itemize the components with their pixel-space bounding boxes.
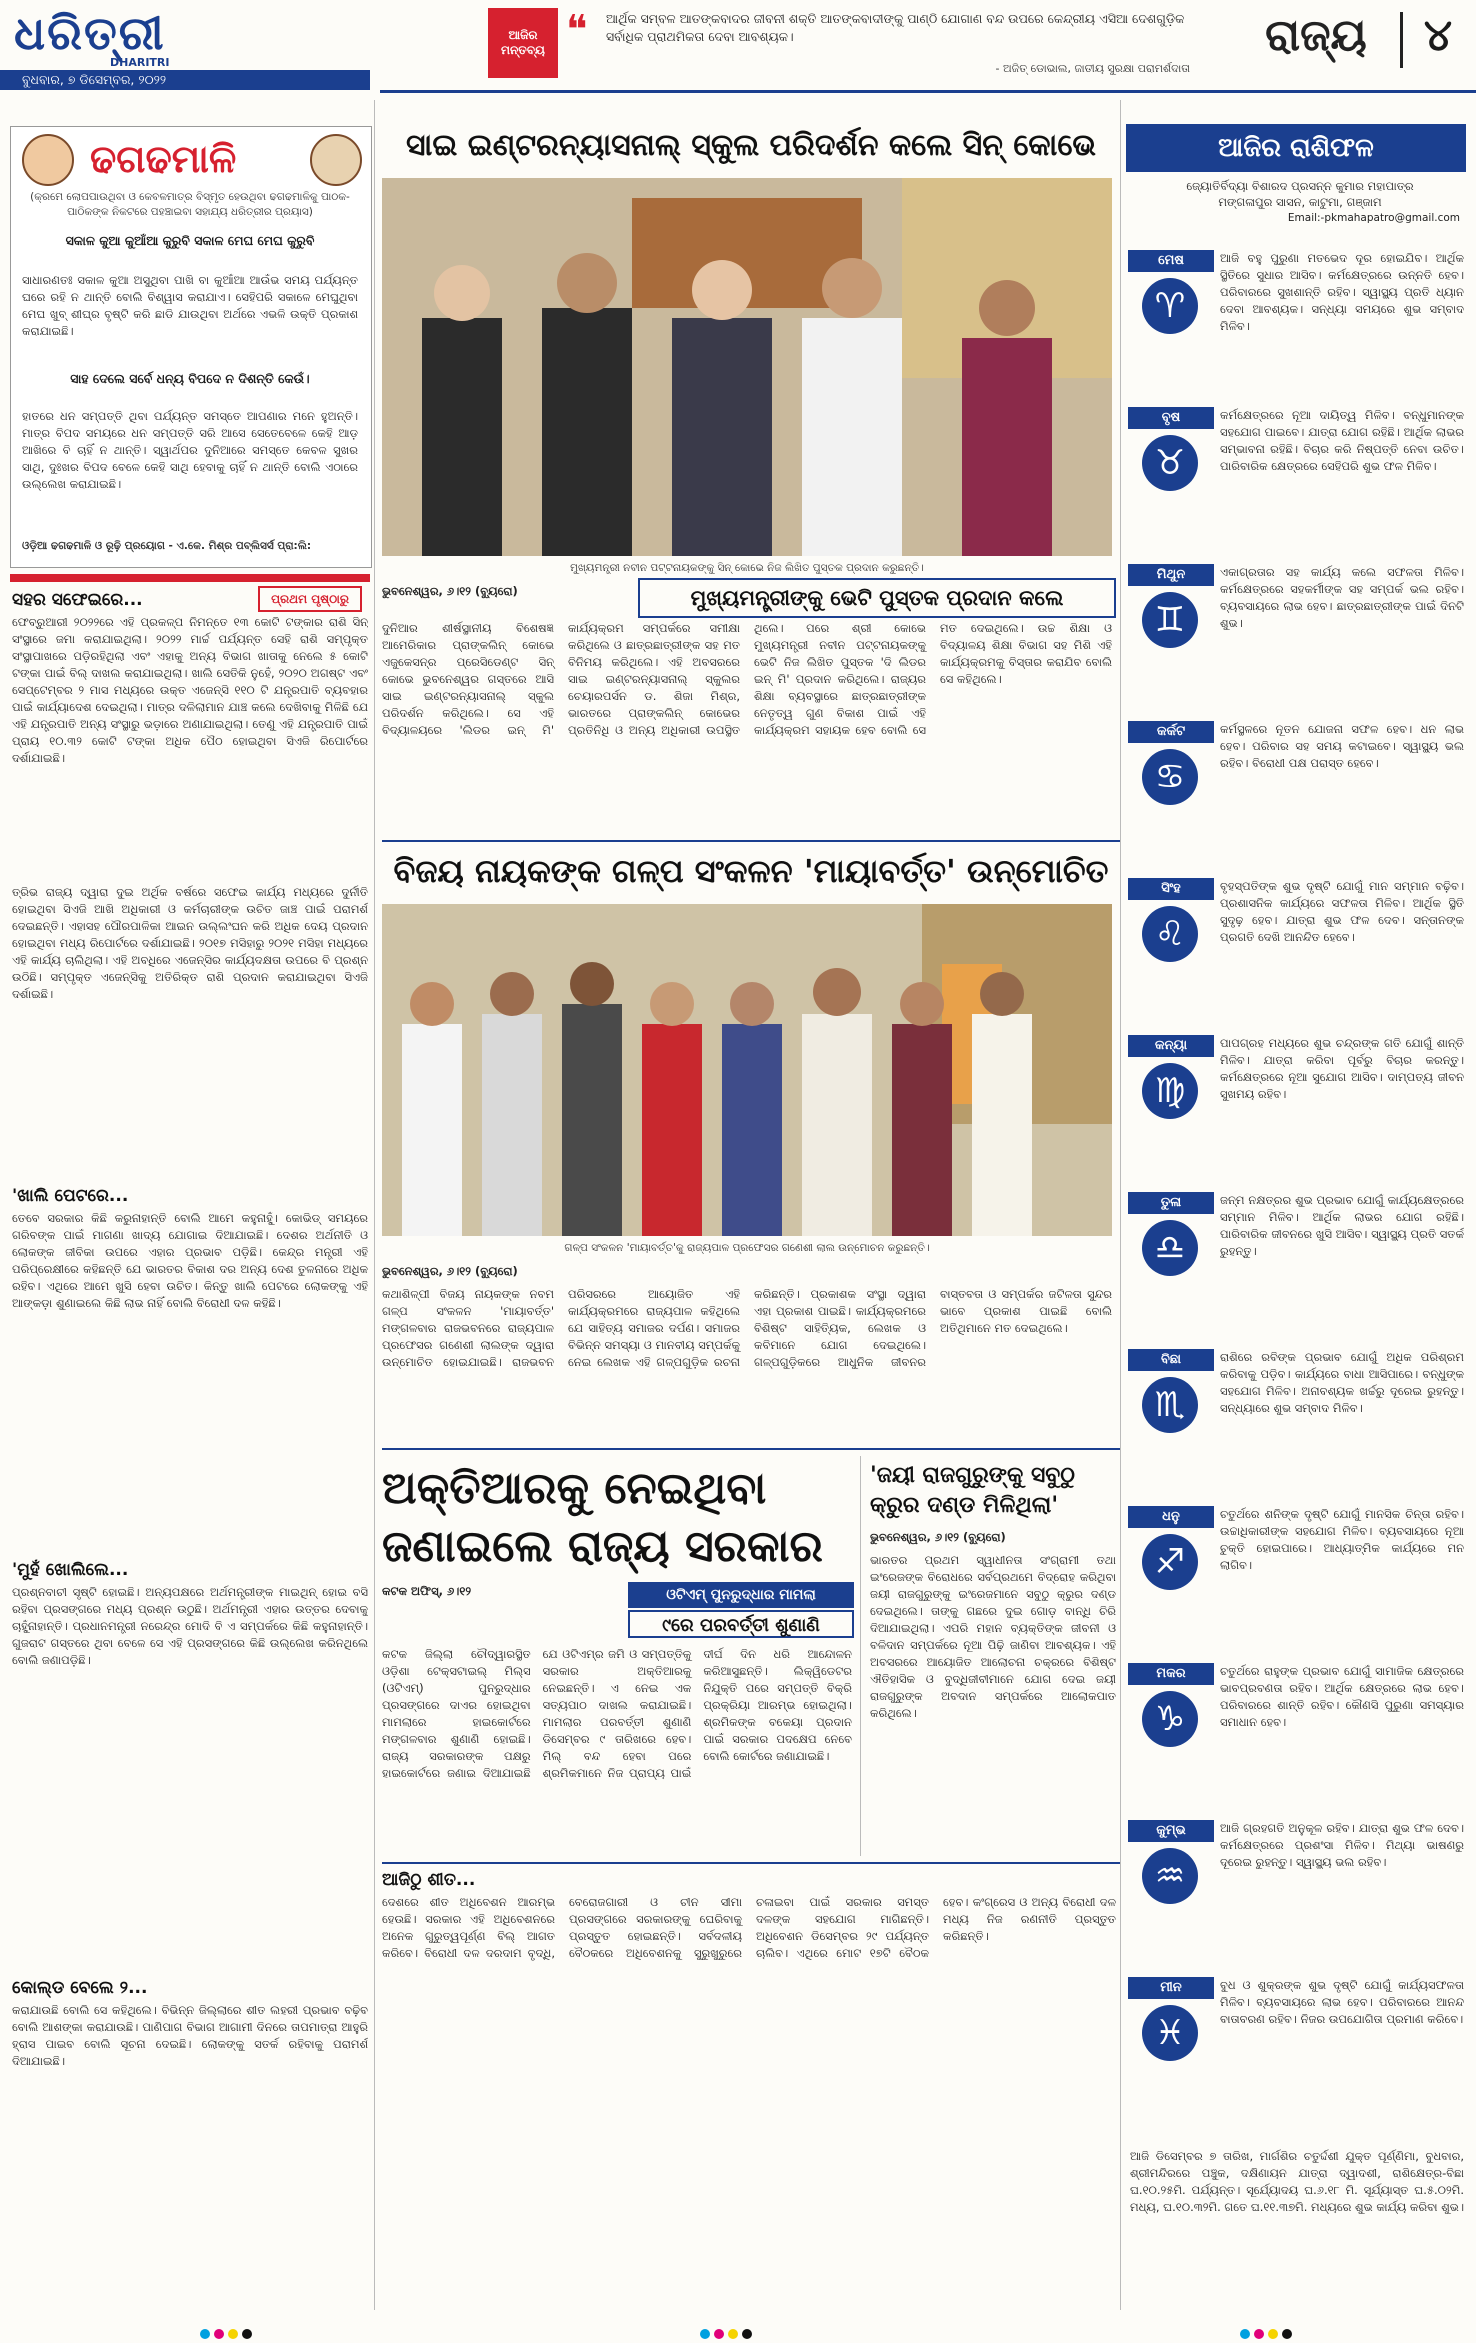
story2-photo[interactable]: [382, 904, 1112, 1236]
sign-prediction: ଜନ୍ମ ନକ୍ଷତ୍ରର ଶୁଭ ପ୍ରଭାବ ଯୋଗୁଁ କାର୍ଯ୍ୟକ୍ଷେତ୍ରରେ ସମ୍ମାନ ମିଳିବ। ଆର୍ଥିକ ଲାଭର ଯୋଗ ରହିଛି। ପାରିବାରିକ ଜୀବନରେ ଖୁସି ଆସିବ। ସ୍ୱାସ୍ଥ୍ୟ ପ୍ରତି ସତର୍କ ରୁହନ୍ତୁ।: [1220, 1193, 1464, 1258]
column-rule: [1120, 100, 1121, 2310]
dhagadhamali-credit: ଓଡ଼ିଆ ଢଗଢମାଳି ଓ ରୂଢ଼ି ପ୍ରୟୋଗ - ଏ.କେ. ମିଶ୍ର ପବ୍ଲିସର୍ସ ପ୍ରା:ଲି:: [22, 540, 312, 552]
horoscope-sign-block: [1128, 1349, 1466, 1500]
left-article-head[interactable]: ସହର ସଫେଇରେ...: [12, 590, 143, 610]
story3-text: କଟକ ଜିଲ୍ଲା ଚୌଦ୍ୱାରସ୍ଥିତ ଓଡ଼ିଶା ଟେକ୍ସଟାଇଲ୍ ମିଲ୍ସ (ଓଟିଏମ୍) ପୁନରୁଦ୍ଧାର ପ୍ରସଙ୍ଗରେ ଦାଏର ହୋଇଥିବା ମାମଲାରେ ହାଇକୋର୍ଟରେ ମଙ୍ଗଳବାର ଶୁଣାଣି ହୋଇଛି। ରାଜ୍ୟ ସରକାରଙ୍କ ପକ୍ଷରୁ ହାଇକୋର୍ଟରେ ଜଣାଇ ଦିଆଯାଇଛି ଯେ ଓଟିଏମ୍ର ଜମି ଓ ସମ୍ପତ୍ତିକୁ ସରକାର ଅକ୍ତିଆରକୁ ନେଇଛନ୍ତି। ଏ ନେଇ ଏକ ସତ୍ୟପାଠ ଦାଖଲ କରାଯାଇଛି। ମାମଲାର ପରବର୍ତ୍ତୀ ଶୁଣାଣି ଡିସେମ୍ବର ୯ ତାରିଖରେ ହେବ। ମିଲ୍ ବନ୍ଦ ହେବା ପରେ ଶ୍ରମିକମାନେ ନିଜ ପ୍ରାପ୍ୟ ପାଇଁ ଦୀର୍ଘ ଦିନ ଧରି ଆନ୍ଦୋଳନ କରିଆସୁଛନ୍ତି। ଲିକ୍ୱିଡେଟର ନିଯୁକ୍ତି ପରେ ସମ୍ପତ୍ତି ବିକ୍ରି ପ୍ରକ୍ରିୟା ଆରମ୍ଭ ହୋଇଥିଲା। ଶ୍ରମିକଙ୍କ ବକେୟା ପ୍ରଦାନ ପାଇଁ ସରକାର ପଦକ୍ଷେପ ନେବେ ବୋଲି କୋର୍ଟରେ ଜଣାଯାଇଛି।: [382, 1647, 852, 1780]
horoscope-sign-block: [1128, 407, 1466, 558]
logo-text: ଧରିତ୍ରୀ: [14, 6, 166, 60]
sign-prediction: ବୁଧ ଓ ଶୁକ୍ରଙ୍କ ଶୁଭ ଦୃଷ୍ଟି ଯୋଗୁଁ କାର୍ଯ୍ୟସଫଳତା ମିଳିବ। ବ୍ୟବସାୟରେ ଲାଭ ହେବ। ପରିବାରରେ ଆନନ୍ଦ ବାତାବରଣ ରହିବ। ନିଜର ଉପଯୋଗିତା ପ୍ରମାଣ କରିବେ।: [1220, 1978, 1464, 2026]
dhagadhamali-text: ହାତରେ ଧନ ସମ୍ପତ୍ତି ଥିବା ପର୍ଯ୍ୟନ୍ତ ସମସ୍ତେ ଆପଣାର ମନେ ହୁଅନ୍ତି। ମାତ୍ର ବିପଦ ସମୟରେ ଧନ ସମ୍ପତ୍ତି ସରି ଆସେ ସେତେବେଳେ କେହି ଆଡ଼ ଆଖିରେ ବି ଚାହିଁ ନ ଥାନ୍ତି। ସ୍ୱାର୍ଥପର ଦୁନିଆରେ ସମସ୍ତେ କେବଳ ସୁଖର ସାଥି, ଦୁଃଖର ବିପଦ ବେଳେ କେହି ସାଥି ହେବାକୁ ଚାହିଁ ନ ଥାନ୍ତି ବୋଲି ଏଠାରେ ଉଲ୍ଲେଖ କରାଯାଇଛି।: [22, 409, 358, 491]
astrologer-email: Email:-pkmahapatro@gmail.com: [1287, 212, 1460, 224]
zodiac-sign-icon: ♎: [1142, 1220, 1198, 1276]
horoscope-sign-block: [1128, 1663, 1466, 1814]
story2-headline[interactable]: ବିଜୟ ନାୟକଙ୍କ ଗଳ୍ପ ସଂକଳନ 'ମାୟାବର୍ତ୍ତ' ଉନ୍ମୋଚିତ: [393, 852, 1109, 890]
left-article-head[interactable]: କୋଲ୍ଡ ବେଲେ ୨...: [12, 1978, 148, 1998]
story2-photo-illustration: [382, 904, 1112, 1236]
zodiac-sign-icon: ♋: [1142, 749, 1198, 805]
story2-byline: ଭୁବନେଶ୍ୱର, ୬।୧୨ (ବ୍ୟୁରୋ): [382, 1264, 518, 1278]
zodiac-sign-icon: ♍: [1142, 1063, 1198, 1119]
print-registration-bar: [0, 2322, 1476, 2339]
sign-label[interactable]: ମୀନ: [1128, 1977, 1214, 1999]
cartoon-face-icon: [310, 134, 362, 186]
horoscope-sign-block: [1128, 1506, 1466, 1657]
sign-label[interactable]: କୁମ୍ଭ: [1128, 1820, 1214, 1842]
left-article-text: ତେବେ ସରକାର କିଛି କରୁନାହାନ୍ତି ବୋଲି ଆମେ କହୁନାହୁଁ। କୋଭିଡ୍ ସମୟରେ ଗରିବଙ୍କ ପାଇଁ ମାଗଣା ଖାଦ୍ୟ ଯୋଗାଇ ଦିଆଯାଇଛି। ଦେଶର ଅର୍ଥନୀତି ଓ ଲୋକଙ୍କ ଜୀବିକା ଉପରେ ଏହାର ପ୍ରଭାବ ପଡ଼ିଛି। କେନ୍ଦ୍ର ମନ୍ତ୍ରୀ ଏହି ପରିପ୍ରେକ୍ଷୀରେ କହିଛନ୍ତି ଯେ ଭାରତର ବିକାଶ ଦର ଅନ୍ୟ ଦେଶ ତୁଳନାରେ ଅଧିକ ରହିବ। ଏଥିରେ ଆମେ ଖୁସି ହେବା ଉଚିତ। କିନ୍ତୁ ଖାଲି ପେଟରେ ଲୋକଙ୍କୁ ଏହି ଆଙ୍କଡ଼ା ଶୁଣାଇଲେ କିଛି ଲାଭ ନାହିଁ ବୋଲି ବିରୋଧୀ ଦଳ କହିଛି।: [12, 1211, 368, 1310]
astrologer-name: ଜ୍ୟୋତିର୍ବିଦ୍ୟା ବିଶାରଦ ପ୍ରସନ୍ନ କୁମାର ମହାପାତ୍ର: [1186, 179, 1414, 193]
left-article-text: କରାଯାଉଛି ବୋଲି ସେ କହିଥିଲେ। ବିଭିନ୍ନ ଜିଲ୍ଲାରେ ଶୀତ ଲହରୀ ପ୍ରଭାବ ବଢ଼ିବ ବୋଲି ଆଶଙ୍କା କରାଯାଉଛି। ପାଣିପାଗ ବିଭାଗ ଆଗାମୀ ଦିନରେ ତାପମାତ୍ରା ଆହୁରି ହ୍ରାସ ପାଇବ ବୋଲି ସୂଚନା ଦେଇଛି। ଲୋକଙ୍କୁ ସତର୍କ ରହିବାକୁ ପରାମର୍ଶ ଦିଆଯାଇଛି।: [12, 2003, 368, 2068]
quote-text: ଆର୍ଥିକ ସମ୍ବଳ ଆତଙ୍କବାଦର ଜୀବନୀ ଶକ୍ତି ଆତଙ୍କବାଦୀଙ୍କୁ ପାଣ୍ଠି ଯୋଗାଣ ବନ୍ଦ ଉପରେ କେନ୍ଦ୍ରୀୟ ଏସିଆ ଦେଶଗୁଡ଼ିକ ସର୍ବାଧିକ ପ୍ରାଥମିକତା ଦେବା ଆବଶ୍ୟକ।: [606, 11, 1185, 44]
story-divider: [382, 1862, 1120, 1864]
sign-prediction: ପାପଗ୍ରହ ମଧ୍ୟରେ ଶୁଭ ଚନ୍ଦ୍ରଙ୍କ ଗତି ଯୋଗୁଁ ଶାନ୍ତି ମିଳିବ। ଯାତ୍ରା କରିବା ପୂର୍ବରୁ ବିଚାର କରନ୍ତୁ। କର୍ମକ୍ଷେତ୍ରରେ ନୂଆ ସୁଯୋଗ ଆସିବ। ଦାମ୍ପତ୍ୟ ଜୀବନ ସୁଖମୟ ରହିବ।: [1220, 1036, 1464, 1101]
sign-prediction: କର୍ମସ୍ଥଳରେ ନୂତନ ଯୋଜନା ସଫଳ ହେବ। ଧନ ଲାଭ ହେବ। ପରିବାର ସହ ସମୟ କଟାଇବେ। ସ୍ୱାସ୍ଥ୍ୟ ଭଲ ରହିବ। ବିରୋଧୀ ପକ୍ଷ ପରାସ୍ତ ହେବେ।: [1220, 722, 1464, 770]
sign-prediction: ଆଜି ଗ୍ରହଗତି ଅନୁକୂଳ ରହିବ। ଯାତ୍ରା ଶୁଭ ଫଳ ଦେବ। କର୍ମକ୍ଷେତ୍ରରେ ପ୍ରଶଂସା ମିଳିବ। ମିଥ୍ୟା ଭାଷଣରୁ ଦୂରେଇ ରୁହନ୍ତୁ। ସ୍ୱାସ୍ଥ୍ୟ ଭଲ ରହିବ।: [1220, 1821, 1464, 1869]
sign-prediction: ବୃହସ୍ପତିଙ୍କ ଶୁଭ ଦୃଷ୍ଟି ଯୋଗୁଁ ମାନ ସମ୍ମାନ ବଢ଼ିବ। ପ୍ରଶାସନିକ କାର୍ଯ୍ୟରେ ସଫଳତା ମିଳିବ। ଆର୍ଥିକ ସ୍ଥିତି ସୁଦୃଢ଼ ହେବ। ଯାତ୍ରା ଶୁଭ ଫଳ ଦେବ। ସନ୍ତାନଙ୍କ ପ୍ରଗତି ଦେଖି ଆନନ୍ଦିତ ହେବେ।: [1220, 879, 1464, 944]
dhagadhamali-text: ସାଧାରଣତଃ ସକାଳ କୁଆ ଅସୁଥିବା ପାଖି ବା କୁଆଁଆ ଆଉଁଭ ସମୟ ପର୍ଯ୍ୟନ୍ତ ଘରେ ରହି ନ ଥାନ୍ତି ବୋଲି ବିଶ୍ୱାସ କରାଯାଏ। ସେହିପରି ସକାଳେ ମେଘୁଥିବା ମେଘ ଖୁବ୍ ଶୀଘ୍ର ବୃଷ୍ଟି କରି ଛାଡି ଯାଉଥିବା ଅର୍ଥରେ ଏଭଳି ଉକ୍ତି ପ୍ରକାଶ କରାଯାଇଛି।: [22, 273, 358, 338]
story3-byline: କଟକ ଅଫିସ୍, ୬।୧୨: [382, 1584, 472, 1598]
story-divider: [382, 1448, 1120, 1450]
horoscope-sign-block: [1128, 564, 1466, 715]
story-divider: [382, 840, 1120, 842]
sign-label[interactable]: କନ୍ୟା: [1128, 1035, 1214, 1057]
horoscope-sign-block: [1128, 250, 1466, 401]
dhagadhamali-intro: (କ୍ରମେ ଲୋପପାଉଥିବା ଓ କେବଳମାତ୍ର ବିସ୍ମୃତ ହେଉଥିବା ଢଗଢମାଳିକୁ ପାଠକ-ପାଠିକଙ୍କ ନିକଟରେ ପହଞ୍ଚାଇବା ସହାଯ୍ୟ ଧରିତ୍ରୀର ପ୍ରୟାସ): [30, 191, 350, 218]
quote-author: - ଅଜିତ୍ ଡୋଭାଲ, ଜାତୀୟ ସୁରକ୍ଷା ପରାମର୍ଶଦାତା: [995, 62, 1190, 75]
dhagadhamali-saying: ସାହ ଦେଲେ ସର୍ବେ ଧନ୍ୟ ବିପଦେ ନ ଦିଶନ୍ତି କେଉଁ।: [70, 371, 310, 386]
story3-tag[interactable]: ଓଟିଏମ୍ ପୁନରୁଦ୍ଧାର ମାମଲା: [628, 1582, 854, 1608]
sign-prediction: ଏକାଗ୍ରତାର ସହ କାର୍ଯ୍ୟ କଲେ ସଫଳତା ମିଳିବ। କର୍ମକ୍ଷେତ୍ରରେ ସହକର୍ମୀଙ୍କ ସହ ସମ୍ପର୍କ ଭଲ ରହିବ। ବ୍ୟବସାୟରେ ଲାଭ ହେବ। ଛାତ୍ରଛାତ୍ରୀଙ୍କ ପାଇଁ ଦିନଟି ଶୁଭ।: [1220, 565, 1464, 630]
story2-caption: ଗଳ୍ପ ସଂକଳନ 'ମାୟାବର୍ତ୍ତ'କୁ ରାଜ୍ୟପାଳ ପ୍ରଫେସର ଗଣେଶୀ ଲାଲ ଉନ୍ମୋଚନ କରୁଛନ୍ତି।: [564, 1242, 930, 1254]
story1-photo-illustration: [382, 178, 1112, 556]
sign-prediction: ଚତୁର୍ଥରେ ଶନିଙ୍କ ଦୃଷ୍ଟି ଯୋଗୁଁ ମାନସିକ ଚିନ୍ତା ରହିବ। ଉଚ୍ଚାଧିକାରୀଙ୍କ ସହଯୋଗ ମିଳିବ। ବ୍ୟବସାୟରେ ନୂଆ ଚୁକ୍ତି ହୋଇପାରେ। ଆଧ୍ୟାତ୍ମିକ କାର୍ଯ୍ୟରେ ମନ ଲାଗିବ।: [1220, 1507, 1464, 1572]
story3-tag-sub: ୯ରେ ପରବର୍ତ୍ତୀ ଶୁଣାଣି: [628, 1610, 854, 1638]
left-article-text: ପ୍ରଶ୍ନବାଚୀ ସୃଷ୍ଟି ହୋଇଛି। ଅନ୍ୟପକ୍ଷରେ ଅର୍ଥମନ୍ତ୍ରୀଙ୍କ ମାଇଥିନ୍ ହୋଇ ବସି ରହିବା ପ୍ରସଙ୍ଗରେ ମଧ୍ୟ ପ୍ରଶ୍ନ ଉଠୁଛି। ଅର୍ଥମନ୍ତ୍ରୀ ଏହାର ଉତ୍ତର ଦେବାକୁ ଚାହୁଁନାହାନ୍ତି। ପ୍ରଧାନମନ୍ତ୍ରୀ ନରେନ୍ଦ୍ର ମୋଦି ବି ଏ ସମ୍ପର୍କରେ କିଛି କହୁନାହାନ୍ତି। ଗୁଜରାଟ ଗସ୍ତରେ ଥିବା ବେଳେ ସେ ଏହି ପ୍ରସଙ୍ଗରେ କିଛି ଉଲ୍ଲେଖ କରିନଥିଲେ ବୋଲି ଜଣାପଡ଼ିଛି।: [12, 1585, 368, 1667]
masthead: [0, 0, 1476, 92]
story1-byline: ଭୁବନେଶ୍ୱର, ୬।୧୨ (ବ୍ୟୁରୋ): [382, 584, 518, 598]
column-rule: [860, 1456, 861, 1856]
horoscope-sign-block: [1128, 1977, 1466, 2128]
story4-headline[interactable]: 'ଜୟୀ ରାଜଗୁରୁଙ୍କୁ ସବୁଠୁ କ୍ରୁର ଦଣ୍ଡ ମିଳିଥିଲା': [870, 1462, 1075, 1518]
zodiac-sign-icon: ♏: [1142, 1377, 1198, 1433]
story3-headline[interactable]: ଅକ୍ତିଆରକୁ ନେଇଥିବା ଜଣାଇଲେ ରାଜ୍ୟ ସରକାର: [382, 1463, 823, 1572]
page-number: ୪: [1423, 10, 1453, 61]
horoscope-sign-block: [1128, 1820, 1466, 1971]
left-article-text: ତ୍ରିଭ ରାଜ୍ୟ ଦ୍ୱାରା ଦୁଇ ଅର୍ଥିକ ବର୍ଷରେ ସଫେଇ କାର୍ଯ୍ୟ ମଧ୍ୟରେ ଦୁର୍ନୀତି ହୋଇଥିବା ସିଏଜି ଆଖି ଅଧିକାରୀ ଓ କର୍ମଚାରୀଙ୍କ ଉଚିତ ଜାଞ୍ଚ ପାଇଁ ପରାମର୍ଶ ଦେଇଛନ୍ତି। ଏହାସହ ପୌରପାଳିକା ଆଇନ ଉଲ୍ଲଂଘନ କରି ଅଧିକ ଦେୟ ପ୍ରଦାନ ହୋଇଥିବା ମଧ୍ୟ ରିପୋର୍ଟରେ ଦର୍ଶାଯାଇଛି। ୨୦୧୭ ମସିହାରୁ ୨୦୨୧ ମସିହା ମଧ୍ୟରେ ଏହି କାର୍ଯ୍ୟ ଚାଲିଥିଲା। ଏହି ଅବଧିରେ ଏଜେନ୍ସିର କାର୍ଯ୍ୟଦକ୍ଷତା ଉପରେ ବି ପ୍ରଶ୍ନ ଉଠିଛି। ସମ୍ପୃକ୍ତ ଏଜେନ୍ସିକୁ ଅତିରିକ୍ତ ରାଶି ପ୍ରଦାନ କରାଯାଇଥିବା ସିଏଜି ଦର୍ଶାଇଛି।: [12, 885, 368, 1001]
quote-tag: ଆଜିର ମନ୍ତବ୍ୟ: [488, 8, 558, 78]
sign-label[interactable]: ମକର: [1128, 1663, 1214, 1685]
quote-mark-icon: ❝: [566, 7, 588, 53]
sign-label[interactable]: ସିଂହ: [1128, 878, 1214, 900]
column-rule: [374, 100, 375, 2310]
zodiac-sign-icon: ♉: [1142, 435, 1198, 491]
zodiac-sign-icon: ♓: [1142, 2005, 1198, 2061]
registration-dots: [200, 2324, 256, 2343]
sign-label[interactable]: ମିଥୁନ: [1128, 564, 1214, 586]
horoscope-sign-block: [1128, 721, 1466, 872]
newspaper-logo[interactable]: [14, 6, 224, 68]
story1-caption: ମୁଖ୍ୟମନ୍ତ୍ରୀ ନବୀନ ପଟ୍ଟନାୟକଙ୍କୁ ସିନ୍ କୋଭେ ନିଜ ଲିଖିତ ପୁସ୍ତକ ପ୍ରଦାନ କରୁଛନ୍ତି।: [570, 562, 924, 574]
masthead-rule: [380, 90, 1476, 93]
first-page-tag[interactable]: ପ୍ରଥମ ପୃଷ୍ଠାରୁ: [258, 586, 362, 612]
left-article-text: ଫେବ୍ରୁଆରୀ ୨୦୨୨ରେ ଏହି ପ୍ରକଳ୍ପ ନିମନ୍ତେ ୧୩ କୋଟି ଟଙ୍କାର ରାଶି ସିନ୍ ସଂସ୍ଥାରେ ଜମା କରାଯାଇଥିଲା। ୨୦୨୨ ମାର୍ଚ୍ଚ ପର୍ଯ୍ୟନ୍ତ ସେହି ରାଶି ସମ୍ପୃକ୍ତ ସଂସ୍ଥାପାଖରେ ପଡ଼ିରହିଥିଲା ଏବଂ ଏହାକୁ ଅନ୍ୟ ବିଭାଗ ଖାତାକୁ ନେଲେ ୫ କୋଟି ଟଙ୍କା ପାଇଁ ବିଲ୍ ଦାଖଲ କରାଯାଇଥିଲା। ଖାଲି ସେତିକି ନୁହେଁ, ୨୦୨୦ ଅଗଷ୍ଟ ଏବଂ ସେପ୍ଟେମ୍ବର ୨ ମାସ ମଧ୍ୟରେ ଉକ୍ତ ଏଜେନ୍ସି ୧୧୦ ଟି ଯନ୍ତ୍ରପାତି ବ୍ୟବହାର ପାଇଁ କାର୍ଯ୍ୟାଦେଶ ଦେଇଥିଲା। ମାତ୍ର ଦଳିଲାମାନ ଯାଞ୍ଚ କଲେ ଦେଖିବାକୁ ମିଳିଛି ଯେ ଏହି ଯନ୍ତ୍ରପାତି ଅନ୍ୟ ସଂସ୍ଥାରୁ ଭଡ଼ାରେ ଅଣାଯାଇଥିଲା। ତେଣୁ ଏହି ଯନ୍ତ୍ରପାତି ପାଇଁ ପ୍ରାୟ ୧୦.୩୨ କୋଟି ଟଙ୍କା ଅଧିକ ପୈଠ ହୋଇଥିବା ସିଏଜି ରିପୋର୍ଟରେ ଦର୍ଶାଯାଇଛି।: [12, 615, 368, 765]
panchang-text: ଆଜି ଡିସେମ୍ବର ୭ ତାରିଖ, ମାର୍ଗଶିର ଚତୁର୍ଦ୍ଦଶୀ ଯୁକ୍ତ ପୂର୍ଣ୍ଣିମା, ବୁଧବାର, ଶ୍ରୀମନ୍ଦିରରେ ପଞ୍ଚୁକ, ଦକ୍ଷିଣାୟନ ଯାତ୍ରା ଦ୍ୱାଦଶୀ, ରାଶିକ୍ଷେତ୍ର-ବିଛା ଘ.୧୦.୨୫ମି. ପର୍ଯ୍ୟନ୍ତ। ସୂର୍ଯ୍ୟୋଦୟ ଘ.୬.୧୮ ମି. ସୂର୍ଯ୍ୟାସ୍ତ ଘ.୫.୦୨ମି. ମଧ୍ୟ, ଘ.୧୦.୩୨ମି. ଗତେ ଘ.୧୧.୩୭ମି. ମଧ୍ୟରେ ଶୁଭ କାର୍ଯ୍ୟ କରିବା ଶୁଭ।: [1130, 2149, 1464, 2214]
sign-prediction: କର୍ମକ୍ଷେତ୍ରରେ ନୂଆ ଦାୟିତ୍ୱ ମିଳିବ। ବନ୍ଧୁମାନଙ୍କ ସହଯୋଗ ପାଇବେ। ଯାତ୍ରା ଯୋଗ ରହିଛି। ଆର୍ଥିକ ଲାଭର ସମ୍ଭାବନା ରହିଛି। ବିଚାର କରି ନିଷ୍ପତ୍ତି ନେବା ଉଚିତ। ପାରିବାରିକ କ୍ଷେତ୍ରରେ ସେହିପରି ଶୁଭ ଫଳ ମିଳିବ।: [1220, 408, 1464, 473]
sign-label[interactable]: ବୃଷ: [1128, 407, 1214, 429]
astrologer-info: [1140, 178, 1460, 226]
zodiac-sign-icon: ♑: [1142, 1691, 1198, 1747]
sign-label[interactable]: ମେଷ: [1128, 250, 1214, 272]
registration-dots: [700, 2324, 756, 2343]
sign-label[interactable]: ତୁଳା: [1128, 1192, 1214, 1214]
horoscope-title[interactable]: ଆଜିର ରାଶିଫଳ: [1126, 124, 1466, 172]
section-divider: [1400, 12, 1403, 68]
registration-dots: [1240, 2324, 1296, 2343]
dhagadhamali-saying: ସକାଳ କୁଆ କୁଆଁଆ କୁରୁବି ସକାଳ ମେଘ ମେଘ କୁରୁବି: [65, 233, 315, 248]
sign-prediction: ଚତୁର୍ଥରେ ରାହୁଙ୍କ ପ୍ରଭାବ ଯୋଗୁଁ ସାମାଜିକ କ୍ଷେତ୍ରରେ ଭାବପ୍ରବଣତା ରହିବ। ଆର୍ଥିକ କ୍ଷେତ୍ରରେ ଲାଭ ହେବ। ପରିବାରରେ ଶାନ୍ତି ରହିବ। କୌଣସି ପୁରୁଣା ସମସ୍ୟାର ସମାଧାନ ହେବ।: [1220, 1664, 1464, 1729]
horoscope-sign-block: [1128, 1035, 1466, 1186]
story1-headline[interactable]: ସାଇ ଇଣ୍ଟରନ୍ୟାସନାଲ୍ ସ୍କୁଲ ପରିଦର୍ଶନ କଲେ ସିନ୍ କୋଭେ: [405, 128, 1097, 163]
sign-label[interactable]: ଧନୁ: [1128, 1506, 1214, 1528]
story5-headline[interactable]: ଆଜିଠୁ ଶୀତ...: [382, 1870, 476, 1890]
horoscope-sign-block: [1128, 878, 1466, 1029]
left-article-head[interactable]: 'ଖାଲି ପେଟରେ...: [12, 1186, 129, 1206]
story1-subhead[interactable]: ମୁଖ୍ୟମନ୍ତ୍ରୀଙ୍କୁ ଭେଟି ପୁସ୍ତକ ପ୍ରଦାନ କଲେ: [638, 578, 1116, 618]
story4-byline: ଭୁବନେଶ୍ୱର, ୬।୧୨ (ବ୍ୟୁରୋ): [870, 1530, 1006, 1544]
astrologer-address: ମଙ୍ଗଳାପୁର ସାସନ, କାଟୁମା, ଗଞ୍ଜାମ: [1218, 195, 1382, 209]
sign-label[interactable]: ବିଛା: [1128, 1349, 1214, 1371]
sign-prediction: ରାଶିରେ ରବିଙ୍କ ପ୍ରଭାବ ଯୋଗୁଁ ଅଧିକ ପରିଶ୍ରମ କରିବାକୁ ପଡ଼ିବ। କାର୍ଯ୍ୟରେ ବାଧା ଆସିପାରେ। ବନ୍ଧୁଙ୍କ ସହଯୋଗ ମିଳିବ। ଅନାବଶ୍ୟକ ଖର୍ଚ୍ଚରୁ ଦୂରେଇ ରୁହନ୍ତୁ। ସନ୍ଧ୍ୟାରେ ଶୁଭ ସମ୍ବାଦ ମିଳିବ।: [1220, 1350, 1464, 1415]
section-title: ରାଜ୍ୟ: [1265, 10, 1367, 61]
zodiac-sign-icon: ♈: [1142, 278, 1198, 334]
dateline: ବୁଧବାର, ୭ ଡିସେମ୍ବର, ୨୦୨୨: [0, 70, 370, 90]
zodiac-sign-icon: ♌: [1142, 906, 1198, 962]
story1-photo[interactable]: [382, 178, 1112, 556]
story1-text: ଦୁନିଆର ଶୀର୍ଷସ୍ଥାନୀୟ ବିଶେଷଜ୍ଞ ଆମେରିକାର ପ୍ରାଙ୍କଲିନ୍ କୋଭେ ଏଜୁକେସନ୍ର ପ୍ରେସିଡେଣ୍ଟ ସିନ୍ କୋଭେ ଭୁବନେଶ୍ୱର ଗସ୍ତରେ ଆସି ସାଇ ଇଣ୍ଟରନ୍ୟାସନାଲ୍ ସ୍କୁଲ ପରିଦର୍ଶନ କରିଥିଲେ। ସେ ଏହି ବିଦ୍ୟାଳୟରେ 'ଲିଡର ଇନ୍ ମି' କାର୍ଯ୍ୟକ୍ରମ ସମ୍ପର୍କରେ ସମୀକ୍ଷା କରିଥିଲେ ଓ ଛାତ୍ରଛାତ୍ରୀଙ୍କ ସହ ମତ ବିନିମୟ କରିଥିଲେ। ଏହି ଅବସରରେ ସାଇ ଇଣ୍ଟରନ୍ୟାସନାଲ୍ ସ୍କୁଲର ଚେୟାରପର୍ସନ ଡ. ଶିଜା ମିଶ୍ର, ଭାରତରେ ପ୍ରାଙ୍କଲିନ୍ କୋଭେର ପ୍ରତିନିଧି ଓ ଅନ୍ୟ ଅଧିକାରୀ ଉପସ୍ଥିତ ଥିଲେ। ପରେ ଶ୍ରୀ କୋଭେ ମୁଖ୍ୟମନ୍ତ୍ରୀ ନବୀନ ପଟ୍ଟନାୟକଙ୍କୁ ଭେଟି ନିଜ ଲିଖିତ ପୁସ୍ତକ 'ଦି ଲିଡର ଇନ୍ ମି' ପ୍ରଦାନ କରିଥିଲେ। ରାଜ୍ୟର ଶିକ୍ଷା ବ୍ୟବସ୍ଥାରେ ଛାତ୍ରଛାତ୍ରୀଙ୍କ ନେତୃତ୍ୱ ଗୁଣ ବିକାଶ ପାଇଁ ଏହି କାର୍ଯ୍ୟକ୍ରମ ସହାୟକ ହେବ ବୋଲି ସେ ମତ ଦେଇଥିଲେ। ଉଚ୍ଚ ଶିକ୍ଷା ଓ ବିଦ୍ୟାଳୟ ଶିକ୍ଷା ବିଭାଗ ସହ ମିଶି ଏହି କାର୍ଯ୍ୟକ୍ରମକୁ ବିସ୍ତାର କରାଯିବ ବୋଲି ସେ କହିଥିଲେ।: [382, 621, 1112, 737]
cartoon-face-icon: [22, 134, 74, 186]
sign-prediction: ଆଜି ବହୁ ପୁରୁଣା ମତଭେଦ ଦୂର ହୋଇଯିବ। ଆର୍ଥିକ ସ୍ଥିତିରେ ସୁଧାର ଆସିବ। କର୍ମକ୍ଷେତ୍ରରେ ଉନ୍ନତି ହେବ। ପରିବାରରେ ସୁଖଶାନ୍ତି ରହିବ। ସ୍ୱାସ୍ଥ୍ୟ ପ୍ରତି ଧ୍ୟାନ ଦେବା ଆବଶ୍ୟକ। ସନ୍ଧ୍ୟା ସମୟରେ ଶୁଭ ସମ୍ବାଦ ମିଳିବ।: [1220, 251, 1464, 333]
logo-subtext: DHARITRI: [110, 56, 170, 69]
zodiac-sign-icon: ♐: [1142, 1534, 1198, 1590]
zodiac-sign-icon: ♊: [1142, 592, 1198, 648]
zodiac-sign-icon: ♒: [1142, 1848, 1198, 1904]
horoscope-sign-block: [1128, 1192, 1466, 1343]
story4-text: ଭାରତର ପ୍ରଥମ ସ୍ୱାଧୀନତା ସଂଗ୍ରାମୀ ତଥା ଇଂରେଜଙ୍କ ବିରୋଧରେ ସର୍ବପ୍ରଥମେ ବିଦ୍ରୋହ କରିଥିବା ଜୟୀ ରାଜଗୁରୁଙ୍କୁ ଇଂରେଜମାନେ ସବୁଠୁ କ୍ରୁର ଦଣ୍ଡ ଦେଇଥିଲେ। ତାଙ୍କୁ ଗଛରେ ଦୁଇ ଗୋଡ଼ ବାନ୍ଧି ଚିରି ଦିଆଯାଇଥିଲା। ଏପରି ମହାନ ବ୍ୟକ୍ତିଙ୍କ ଜୀବନୀ ଓ ବଳିଦାନ ସମ୍ପର୍କରେ ନୂଆ ପିଢ଼ି ଜାଣିବା ଆବଶ୍ୟକ। ଏହି ଅବସରରେ ଆୟୋଜିତ ଆଲୋଚନା ଚକ୍ରରେ ବିଶିଷ୍ଟ ଐତିହାସିକ ଓ ବୁଦ୍ଧିଜୀବୀମାନେ ଯୋଗ ଦେଇ ଜୟୀ ରାଜଗୁରୁଙ୍କ ଅବଦାନ ସମ୍ପର୍କରେ ଆଲୋକପାତ କରିଥିଲେ।: [870, 1553, 1116, 1720]
dhagadhamali-title: ଢଗଢମାଳି: [90, 136, 237, 181]
story2-text: କଥାଶିଳ୍ପୀ ବିଜୟ ନାୟକଙ୍କ ନବମ ଗଳ୍ପ ସଂକଳନ 'ମାୟାବର୍ତ୍ତ' ମଙ୍ଗଳବାର ରାଜଭବନରେ ରାଜ୍ୟପାଳ ପ୍ରଫେସର ଗଣେଶୀ ଲାଲଙ୍କ ଦ୍ୱାରା ଉନ୍ମୋଚିତ ହୋଇଯାଇଛି। ରାଜଭବନ ପରିସରରେ ଆୟୋଜିତ ଏହି କାର୍ଯ୍ୟକ୍ରମରେ ରାଜ୍ୟପାଳ କହିଥିଲେ ଯେ ସାହିତ୍ୟ ସମାଜର ଦର୍ପଣ। ସମାଜର ବିଭିନ୍ନ ସମସ୍ୟା ଓ ମାନବୀୟ ସମ୍ପର୍କକୁ ନେଇ ଲେଖକ ଏହି ଗଳ୍ପଗୁଡ଼ିକ ରଚନା କରିଛନ୍ତି। ପ୍ରକାଶକ ସଂସ୍ଥା ଦ୍ୱାରା ଏହା ପ୍ରକାଶ ପାଇଛି। କାର୍ଯ୍ୟକ୍ରମରେ ବିଶିଷ୍ଟ ସାହିତ୍ୟିକ, ଲେଖକ ଓ କବିମାନେ ଯୋଗ ଦେଇଥିଲେ। ଗଳ୍ପଗୁଡ଼ିକରେ ଆଧୁନିକ ଜୀବନର ବାସ୍ତବତା ଓ ସମ୍ପର୍କର ଜଟିଳତା ସୁନ୍ଦର ଭାବେ ପ୍ରକାଶ ପାଇଛି ବୋଲି ଅତିଥିମାନେ ମତ ଦେଇଥିଲେ।: [382, 1287, 1112, 1369]
story5-text: ଦେଶରେ ଶୀତ ଅଧିବେଶନ ଆରମ୍ଭ ହେଉଛି। ସରକାର ଏହି ଅଧିବେଶନରେ ଅନେକ ଗୁରୁତ୍ୱପୂର୍ଣ୍ଣ ବିଲ୍ ଆଗତ କରିବେ। ବିରୋଧୀ ଦଳ ଦରଦାମ ବୃଦ୍ଧି, ବେରୋଜଗାରୀ ଓ ଚୀନ ସୀମା ପ୍ରସଙ୍ଗରେ ସରକାରଙ୍କୁ ଘେରିବାକୁ ପ୍ରସ୍ତୁତ ହୋଇଛନ୍ତି। ସର୍ବଦଳୀୟ ବୈଠକରେ ଅଧିବେଶନକୁ ସୁରୁଖୁରୁରେ ଚଳାଇବା ପାଇଁ ସରକାର ସମସ୍ତ ଦଳଙ୍କ ସହଯୋଗ ମାଗିଛନ୍ତି। ଅଧିବେଶନ ଡିସେମ୍ବର ୨୯ ପର୍ଯ୍ୟନ୍ତ ଚାଲିବ। ଏଥିରେ ମୋଟ ୧୭ଟି ବୈଠକ ହେବ। କଂଗ୍ରେସ ଓ ଅନ୍ୟ ବିରୋଧୀ ଦଳ ମଧ୍ୟ ନିଜ ରଣନୀତି ପ୍ରସ୍ତୁତ କରିଛନ୍ତି।: [382, 1895, 1116, 1960]
sign-label[interactable]: କର୍କଟ: [1128, 721, 1214, 743]
divider-bar: [10, 574, 370, 582]
left-article-head[interactable]: 'ମୁହଁ ଖୋଲିଲେ...: [12, 1560, 129, 1580]
